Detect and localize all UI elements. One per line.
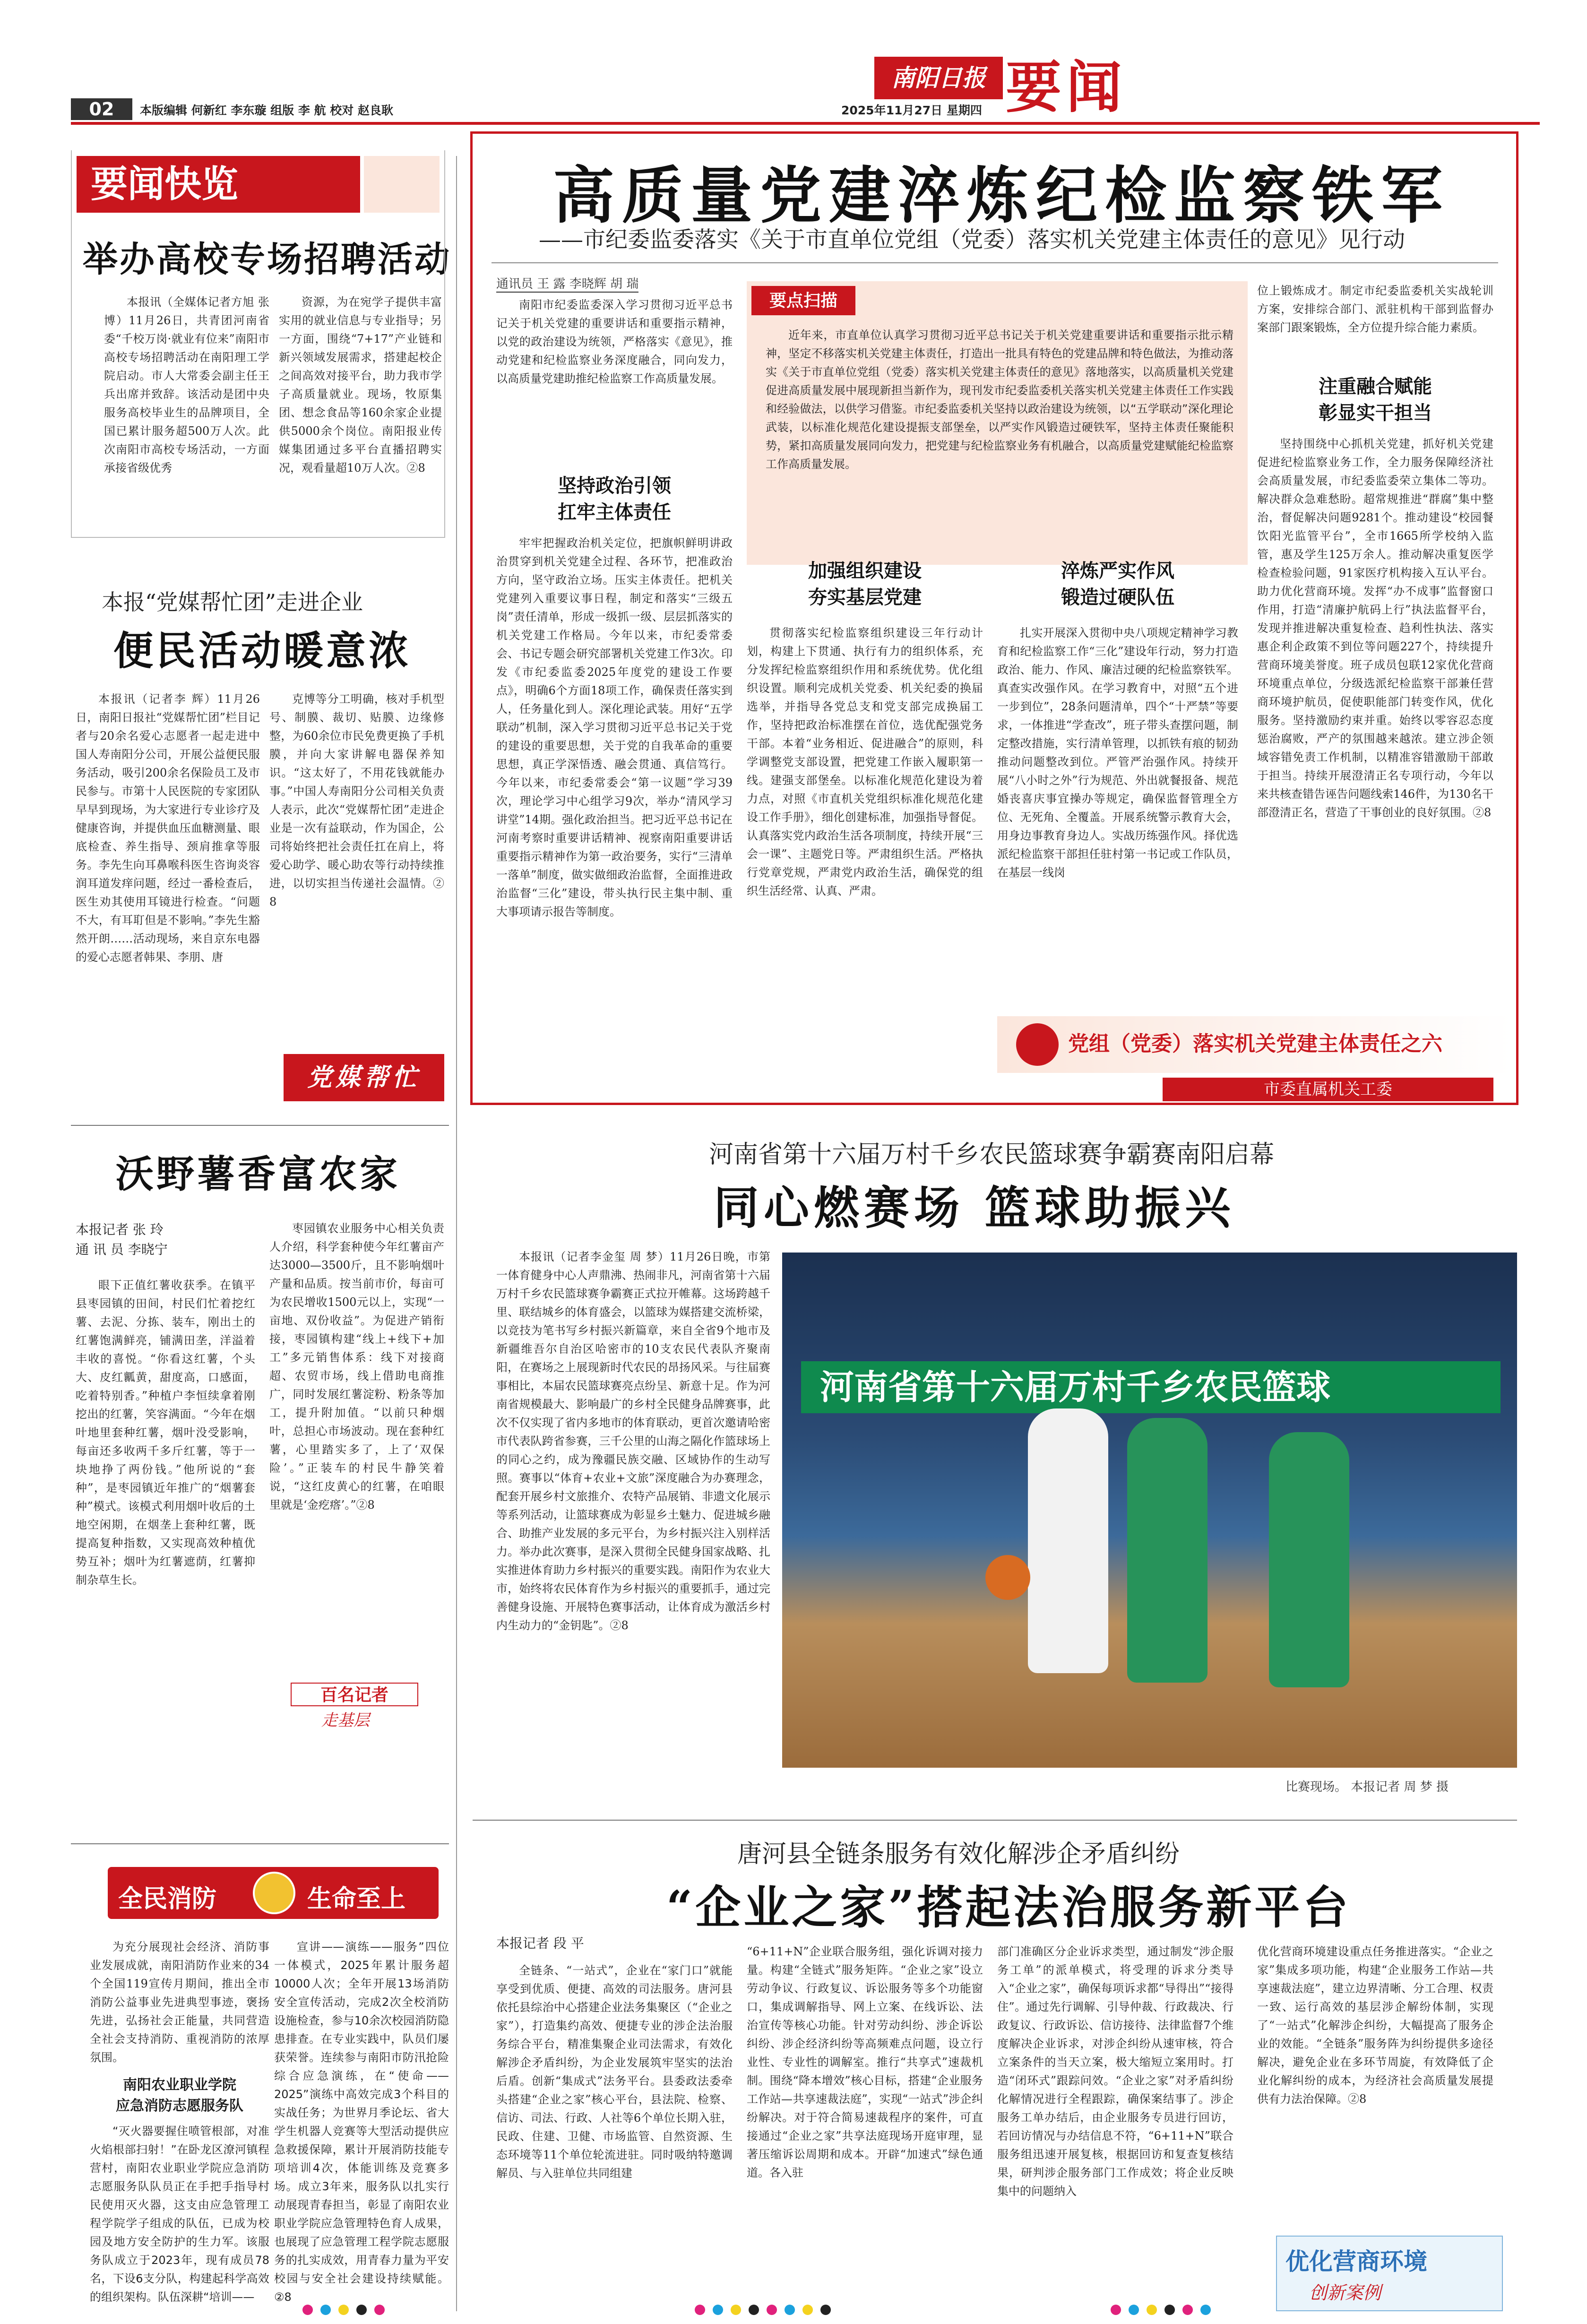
main-subtitle: ——市纪委监委落实《关于市直单位党组（党委）落实机关党建主体责任的意见》见行动 — [539, 227, 1405, 253]
series-subtitle: 市委直属机关工委 — [1163, 1078, 1493, 1101]
bianmin-col2: 克博等分工明确，核对手机型号、制膜、裁切、贴膜、边缘修整，为60余位市民免费更换了手机膜，并向大家讲解电器保养知识。“这太好了，不用花钱就能办事。”中国人寿南阳分公司相关负责人表示，此次“党媒帮忙团”走进企业是一次有益联动，作为国企，公司将始终把社会责任扛在肩上，将爱心助学、暖心助农等行动持续推进，以切实担当传递社会温情。②8 — [269, 692, 444, 908]
fire-badge-icon — [253, 1872, 295, 1914]
divider-left-2 — [71, 1843, 449, 1844]
business-stamp-title: 优化营商环境 — [1285, 2247, 1427, 2275]
basketball-photo — [782, 1253, 1517, 1768]
newspaper-logo: 南阳日报 — [874, 57, 1003, 99]
shu-stamp-2: 走基层 — [321, 1711, 370, 1730]
divider-right-1 — [473, 1820, 1517, 1821]
main-col3: 扎实开展深入贯彻中央八项规定精神学习教育和纪检监察工作“三化”建设年行动，努力打造政治、能力、作风、廉洁过硬的纪检监察铁军。真查实改强作风。在学习教育中，对照“五个进一步到位”，28条问题清单，四个“十严禁”等要求，一体推进“学查改”，班子带头查摆问题，制定整改措施，实行清单管理，以抓铁有痕的韧劲推动问题整改到位。严管严治强作风。持续开展“八小时之外”行为规范、外出就餐报备、规范婚丧喜庆事宜操办等规定，确保监督管理全方位、无死角、全覆盖。开展系统警示教育大会，用身边事教育身边人。实战历练强作风。择优选派纪检监察干部担任驻村第一书记或工作队员，在基层一线岗 — [997, 626, 1238, 879]
main-headline: 高质量党建淬炼纪检监察铁军 — [553, 159, 1450, 232]
fire-team-heading: 南阳农业职业学院 应急消防志愿服务队 — [116, 2077, 243, 2114]
shu-col1: 眼下正值红薯收获季。在镇平县枣园镇的田间，村民们忙着挖红薯、去泥、分拣、装车，刚出土的红薯饱满鲜亮，铺满田垄，洋溢着丰收的喜悦。“你看这红薯，个头大、皮红瓤黄，甜度高，口感面，吃着特别香。”种植户李恒续拿着刚挖出的红薯，笑容满面。“今年在烟叶地里套种红薯，烟叶没受影响，每亩还多收两千多斤红薯，等于一块地挣了两份钱。”他所说的“套种”，是枣园镇近年推广的“烟薯套种”模式。该模式利用烟叶收后的土地空闲期，在烟垄上套种红薯，既提高复种指数，又实现高效种植优势互补；烟叶为红薯遮荫，红薯抑制杂草生长。 — [76, 1279, 255, 1587]
main-heading-3: 淬炼严实作风 锻造过硬队伍 — [1061, 560, 1174, 608]
fire-col2: 宣讲——演练——服务”四位一体模式，2025年累计服务超10000人次；全年开展13场消防安全宣传活动，完成2次全校消防设施检查，参与10余次校园消防隐患排查。在专业实践中，队员们屡获荣誉。连续参与南阳市防汛抢险综合应急演练，在“使命——2025”演练中高效完成3个科目的实战任务；为世界月季论坛、省大学生机器人竞赛等大型活动提供应急救援保障，累计开展消防技能专项培训4次，体能训练及竞赛多场。成立3年来，服务队以扎实行动展现青春担当，彰显了南阳农业职业学院应急管理特色育人成果，也展现了应急管理工程学院志愿服务的扎实成效，用青春力量为平安校园与安全社会建设持续赋能。②8 — [274, 1940, 449, 2304]
qiye-col3: 部门准确区分企业诉求类型，通过制发“涉企服务工单”的派单模式，将受理的诉求分类导入“企业之家”，确保每项诉求都“导得出”“接得住”。通过先行调解、引导仲裁、行政裁决、行政复议、行政诉讼、信访接待、法律监督7个维度解决企业诉求，对涉企纠纷从速审核，符合立案条件的当天立案，极大缩短立案用时。打造“闭环式”跟踪问效。“企业之家”对矛盾纠纷化解情况进行全程跟踪，确保案结事了。涉企服务工单办结后，由企业服务专员进行回访，若回访情况与办结信息不符，“6+11+N”联合服务组迅速开展复核，根据回访和复查复核结果，研判涉企服务部门工作成效；将企业反映集中的问题纳入 — [997, 1945, 1233, 2198]
photo-caption: 比赛现场。 本报记者 周 梦 摄 — [1285, 1780, 1449, 1794]
key-points-title: 要点扫描 — [751, 286, 855, 315]
bianmin-col1: 本报讯（记者李 辉）11月26日，南阳日报社“党媒帮忙团”栏目记者与20余名爱心志愿者一起走进中国人寿南阳分公司，开展公益便民服务活动，吸引200余名保险员工及市民参与。市第十人民医院的专家团队早早到现场，为大家进行专业诊疗及健康咨询，并提供血压血糖测量、眼底检查、养生指导、颈肩推拿等服务。李先生向耳鼻喉科医生咨询炎容润耳道发痒问题，经过一番检查后，医生劝其使用耳镜进行检查。“问题不大，有耳耵但是不影响。”李先生豁然开朗……活动现场，来自京东电器的爱心志愿者韩果、李朋、唐 — [76, 692, 260, 964]
header-rule — [71, 122, 1540, 125]
quick-news-headline: 举办高校专场招聘活动 — [83, 239, 451, 280]
business-stamp-sub: 创新案例 — [1309, 2282, 1381, 2303]
party-emblem — [1016, 1023, 1059, 1066]
qiye-col2: “6+11+N”企业联合服务组，强化诉调对接力量。构建“全链式”服务矩阵。“企业之家”设立劳动争议、行政复议、诉讼服务等多个功能窗口，集成调解指导、网上立案、在线诉讼、法治宣传等核心功能。针对劳动纠纷、涉企诉讼纠纷、涉企经济纠纷等高频难点问题，设立行业性、专业性的调解室。推行“共享式”速裁机制。围绕“降本增效”核心目标，搭建“企业服务工作站—共享速裁法庭”，实现“一站式”涉企纠纷解决。对于符合简易速裁程序的案件，可直接通过“企业之家”共享法庭现场开庭审理，显著压缩诉讼周期和成本。开辟“加速式”绿色通道。各入驻 — [747, 1945, 983, 2179]
main-intro: 南阳市纪委监委深入学习贯彻习近平总书记关于机关党建的重要讲话和重要指示精神，以党的政治建设为统领，严格落实《意见》，推动党建和纪检监察业务深度融合，同向发力，以高质量党建助推纪检监察工作高质量发展。 — [496, 298, 733, 385]
qiye-headline: “企业之家”搭起法治服务新平台 — [666, 1881, 1351, 1934]
main-col4b: 坚持围绕中心抓机关党建，抓好机关党建促进纪检监察业务工作，全力服务保障经济社会高质量发展，市纪委监委荣立集体二等功。解决群众急难愁盼。超常规推进“群腐”集中整治，督促解决问题9281个。推动建设“校园餐饮阳光监管平台”，全市1665所学校纳入监管，惠及学生125万余人。推动解决重复医学检查检验问题，91家医疗机构接入互认平台。助力优化营商环境。发挥“办不成事”监督窗口作用，打造“清廉护航码上行”执法监督平台，发现并推进解决重复检查、趋利性执法、落实惠企利企政策不到位等问题227个，持续提升营商环境美誉度。班子成员包联12家优化营商环境重点单位，分级选派纪检监察干部兼任营商环境护航员，促使职能部门转变作风，优化服务。坚持激励约束并重。始终以零容忍态度惩治腐败，严产的氛围越来越浓。建立涉企领域容错免责工作机制，以精准容错激励干部敢于担当。持续开展澄清正名专项行动，今年以来共核查错告诬告问题线索146件，为130名干部澄清正名，营造了干事创业的良好氛围。②8 — [1257, 437, 1493, 819]
basketball-kicker: 河南省第十六届万村千乡农民篮球赛争霸赛南阳启幕 — [709, 1140, 1275, 1169]
main-col4a: 位上锻炼成才。制定市纪委监委机关实战轮训方案，安排综合部门、派驻机构干部到监督办案部门跟案锻炼，全方位提升综合能力素质。 — [1257, 284, 1493, 334]
bianmin-kicker: 本报“党媒帮忙团”走进企业 — [102, 589, 363, 615]
main-heading-1: 坚持政治引领 扛牢主体责任 — [558, 475, 671, 523]
basketball-headline: 同心燃赛场 篮球助振兴 — [714, 1181, 1235, 1235]
qiye-kicker: 唐河县全链条服务有效化解涉企矛盾纠纷 — [737, 1840, 1180, 1868]
qiye-col4: 优化营商环境建设重点任务推进落实。“企业之家”集成多项功能，构建“企业服务工作站—共享速裁法庭”，建立边界清晰、分工合理、权责一致、运行高效的基层涉企解纷体制，实现了“一站式”化解涉企纠纷，大幅提高了服务企业的效能。“全链条”服务阵为纠纷提供多途径解决，避免企业在多环节周旋，有效降低了企业化解纠纷的成本，为经济社会高质量发展提供有力法治保障。②8 — [1257, 1945, 1493, 2106]
editor-credits: 本版编辑 何新红 李东璇 组版 李 航 校对 赵良耿 — [140, 104, 393, 117]
page-number: 02 — [71, 98, 132, 120]
main-col1: 牢牢把握政治机关定位，把旗帜鲜明讲政治贯穿到机关党建全过程、各环节，把准政治方向，坚守政治立场。压实主体责任。把机关党建列入重要议事日程，制定和落实“三级五岗”责任清单，形成一级抓一级、层层抓落实的机关党建工作格局。今年以来，市纪委常委会、书记专题会研究部署机关党建工作3次。印发《市纪委监委2025年度党的建设工作要点》，明确6个方面18项工作，确保责任落实到人，任务量化到人。深化理论武装。用好“五学联动”机制，深入学习贯彻习近平总书记关于党的建设的重要思想，关于党的自我革命的重要思想，真正学深悟透、融会贯通、真信笃行。今年以来，市纪委常委会“第一议题”学习39次，理论学习中心组学习9次，举办“清风学习讲堂”14期。强化政治担当。把习近平总书记在河南考察时重要讲话精神、视察南阳重要讲话重要指示精神作为第一政治要务，实行“三清单一落单”制度，做实做细政治监督，全面推进政治监督“三化”建设，带头执行民主集中制、重大事项请示报告等制度。 — [496, 536, 733, 918]
shu-headline: 沃野薯香富农家 — [116, 1152, 400, 1196]
player-white — [1028, 1408, 1108, 1673]
footer-dots-right — [1111, 2305, 1218, 2317]
key-points-text: 近年来，市直单位认真学习贯彻习近平总书记关于机关党建重要讲话和重要指示批示精神，坚定不移落实机关党建主体责任，打造出一批具有特色的党建品牌和特色做法，为推动落实《关于市直单位党组（党委）落实机关党建主体责任的意见》落地落实，以高质量机关党建促进高质量发展中展现新担当新作为，现刊发市纪委监委机关落实机关党建主体责任工作实践和经验做法，以供学习借鉴。市纪委监委机关坚持以政治建设为统领，以“五学联动”深化理论武装，以标准化规范化建设提振支部堡垒，以严实作风锻造过硬铁军，坚持主体责任聚能积势，紧扣高质量发展同向发力，把党建与纪检监察业务有机融合，以高质量党建赋能纪检监察工作高质量发展。 — [766, 328, 1233, 471]
fire-col1b: “灭火器要握住喷管根部，对准火焰根部扫射！”在卧龙区潦河镇程营村，南阳农业职业学院应急消防志愿服务队队员正在手把手指导村民使用灭火器，这支由应急管理工程学院学子组成的队伍，已成为校园及地方安全防护的生力军。该服务队成立于2023年，现有成员78名，下设6支分队，构建起科学高效的组织架构。队伍深耕“培训—— — [90, 2125, 269, 2304]
shu-stamp-1: 百名记者 — [291, 1683, 418, 1706]
bianmin-stamp: 党媒帮忙 — [284, 1054, 444, 1101]
main-heading-4: 注重融合赋能 彰显实干担当 — [1319, 375, 1432, 424]
qiye-col1: 全链条、“一站式”，企业在“家门口”就能享受到优质、便捷、高效的司法服务。唐河县依托县综治中心搭建企业法务集聚区（“企业之家”），打造集约高效、便捷专业的涉企法治服务综合平台，精准集聚企业司法需求，有效化解涉企矛盾纠纷，为企业发展筑牢坚实的法治后盾。创新“集成式”法务平台。县委政法委牵头搭建“企业之家”核心平台，县法院、检察、信访、司法、行政、人社等6个单位长期入驻，民政、住建、卫健、市场监管、自然资源、生态环境等11个单位轮流进驻。同时吸纳特邀调解员、与入驻单位共同组建 — [496, 1964, 733, 2180]
issue-date: 2025年11月27日 星期四 — [841, 104, 982, 117]
main-heading-2: 加强组织建设 夯实基层党建 — [808, 560, 922, 608]
basketball-col1: 本报讯（记者李金玺 周 梦）11月26日晚，市第一体育健身中心人声鼎沸、热闹非凡，河南省第十六届万村千乡农民篮球赛争霸赛正式拉开帷幕。这场跨越千里、联结城乡的体育盛会，以篮球为媒搭建交流桥梁，以竞技为笔书写乡村振兴新篇章，来自全省9个地市及新疆维吾尔自治区哈密市的10支农民代表队齐聚南阳，在赛场之上展现新时代农民的昂扬风采。与往届赛事相比，本届农民篮球赛亮点纷呈、新意十足。作为河南省规模最大、影响最广的乡村全民健身品牌赛事，此次不仅实现了省内多地市的体育联动，更首次邀请哈密市代表队跨省参赛，三千公里的山海之隔化作篮球场上的同心之约，成为豫疆民族交融、区域协作的生动写照。赛事以“体育+农业+文旅”深度融合为办赛理念，配套开展乡村文旅推介、农特产品展销、非遗文化展示等系列活动，让篮球赛成为彰显乡土魅力、促进城乡融合、助推产业发展的多元平台，为乡村振兴注入别样活力。举办此次赛事，是深入贯彻全民健身国家战略、扎实推进体育助力乡村振兴的重要实践。南阳作为农业大市，始终将农民体育作为乡村振兴的重要抓手，通过完善健身设施、开展特色赛事活动，让体育成为激活乡村内生动力的“金钥匙”。②8 — [496, 1250, 770, 1632]
main-col2: 贯彻落实纪检监察组织建设三年行动计划，构建上下贯通、执行有力的组织体系，充分发挥纪检监察组织作用和系统优势。优化组织设置。顺利完成机关党委、机关纪委的换届选举，并指导各党总支和党支部完成换届工作，坚持把政治标准摆在首位，选优配强党务干部。本着“业务相近、促进融合”的原则，科学调整党支部设置，把党建工作嵌入履职第一线。建强支部堡垒。以标准化规范化建设为着力点，对照《市直机关党组织标准化规范化建设工作手册》，细化创建标准，加强指导督促。认真落实党内政治生活各项制度，持续开展“三会一课”、主题党日等。严肃组织生活。严格执行党章党规，严肃党内政治生活，确保党的组织生活经常、认真、严肃。 — [747, 626, 983, 898]
player-green-2 — [1269, 1432, 1349, 1687]
qiye-byline: 本报记者 段 平 — [496, 1935, 584, 1951]
fire-banner-text-2: 生命至上 — [307, 1884, 406, 1913]
bianmin-headline: 便民活动暖意浓 — [113, 627, 412, 674]
shu-byline-1: 本报记者 张 玲 — [76, 1222, 164, 1237]
quick-news-col2: 资源，为在宛学子提供丰富实用的就业信息与专业指导；另一方面，围绕“7+17”产业链和新兴领域发展需求，搭建起校企之间高效对接平台，助力我市学子高质量就业。现场，牧原集团、想念食品等160余家企业提供5000余个岗位。南阳报业传媒集团通过多平台直播招聘实况，观看量超10万人次。②8 — [279, 295, 442, 475]
shu-col2: 枣园镇农业服务中心相关负责人介绍，科学套种使今年红薯亩产达3000—3500斤，且不影响烟叶产量和品质。按当前市价，每亩可为农民增收1500元以上，实现“一亩地、双份收益”。为促进产销衔接，枣园镇构建“线上+线下+加工”多元销售体系：线下对接商超、农贸市场，线上借助电商推广，同时发展红薯淀粉、粉条等加工，提升附加值。“以前只种烟叶，总担心市场波动。现在套种红薯，心里踏实多了，上了‘双保险’。”正装车的村民牛静笑着说，“这红皮黄心的红薯，在咱眼里就是‘金疙瘩’。”②8 — [269, 1222, 444, 1512]
divider-left-1 — [71, 1125, 449, 1126]
quick-news-col1: 本报讯（全媒体记者方旭 张 博）11月26日，共青团河南省委“千校万岗·就业有位来”南阳市高校专场招聘活动在南阳理工学院启动。市人大常委会副主任王兵出席并致辞。该活动是团中央服务高校毕业生的品牌项目，全国已累计服务超500万人次。此次南阳市高校专场活动，一方面承接省级优秀 — [104, 295, 269, 475]
series-title: 党组（党委）落实机关党建主体责任之六 — [1068, 1032, 1442, 1056]
section-title: 要闻 — [1006, 54, 1127, 120]
main-subtitle-rule — [492, 262, 1498, 263]
quick-news-frame — [71, 150, 445, 538]
shu-byline-2: 通 讯 员 李晓宁 — [76, 1242, 168, 1257]
divider-vertical — [456, 156, 457, 2311]
quick-news-banner: 要闻快览 — [77, 156, 360, 213]
footer-dots-left — [302, 2305, 392, 2317]
photo-banner: 河南省第十六届万村千乡农民篮球 — [801, 1361, 1501, 1413]
fire-intro: 为充分展现社会经济、消防事业发展成就，南阳消防作业来的34个全国119宣传月期间，推出全市消防公益事业先进典型事迹，褒扬先进，弘扬社会正能量，共同营造全社会支持消防、重视消防的浓厚氛围。 — [90, 1940, 269, 2064]
fire-banner-text-1: 全民消防 — [118, 1884, 217, 1913]
main-byline: 通讯员 王 露 李晓辉 胡 瑞 — [496, 274, 638, 293]
basketball-ball-icon — [985, 1555, 1030, 1600]
player-green-1 — [1127, 1418, 1208, 1683]
footer-dots-center — [695, 2305, 838, 2317]
